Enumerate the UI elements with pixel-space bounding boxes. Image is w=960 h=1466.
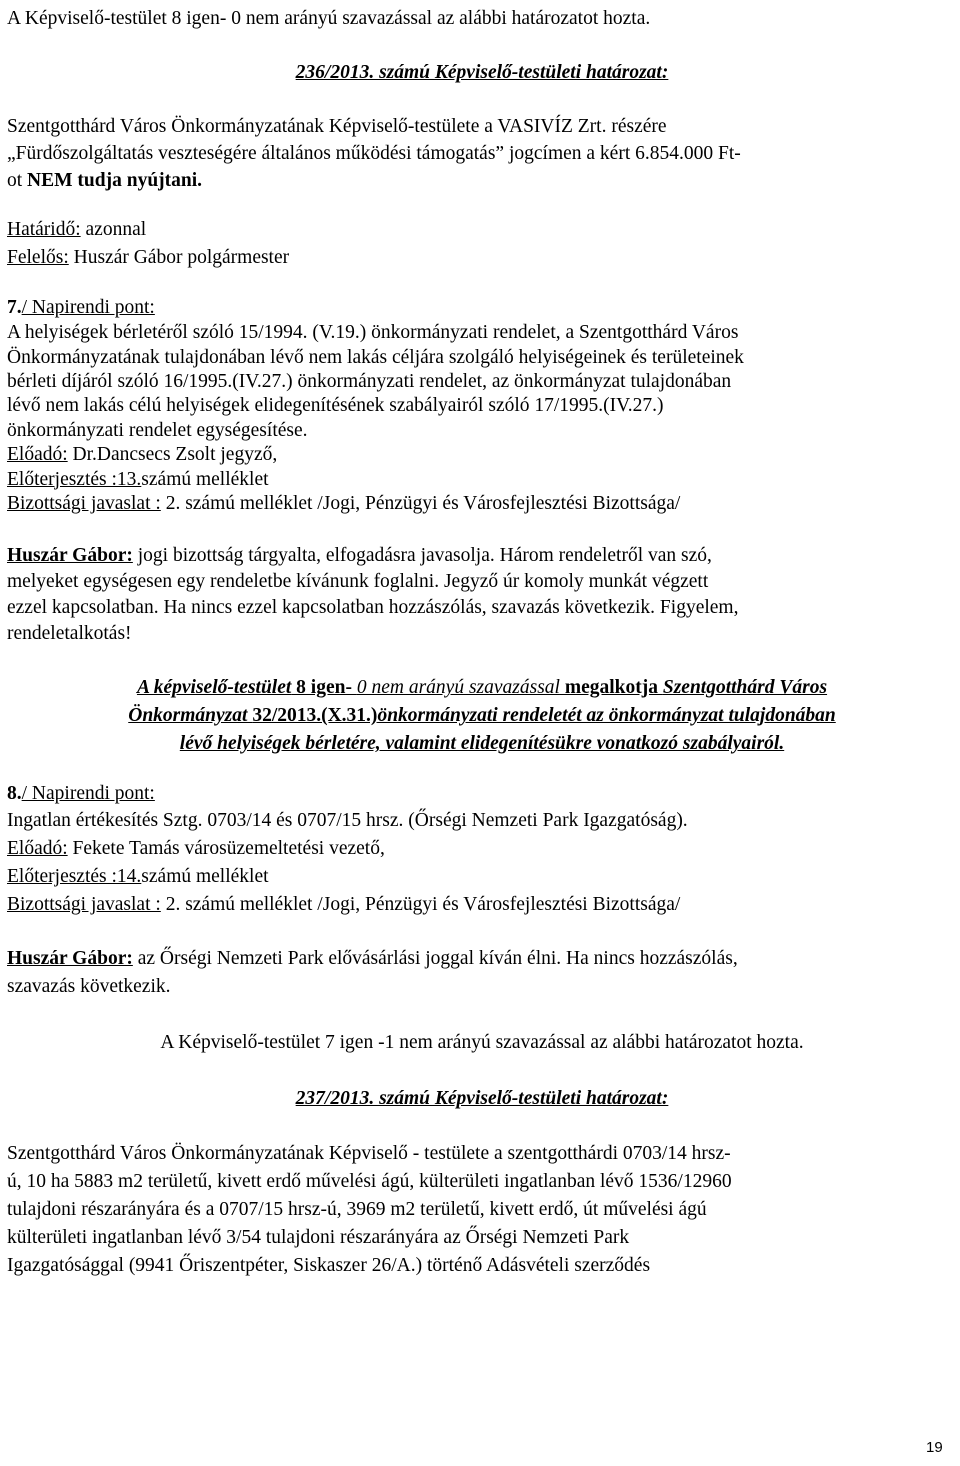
speaker-1-text: jogi bizottság tárgyalta, elfogadásra javasolja. Három rendeletről van szó, xyxy=(132,545,712,567)
speaker-2-paragraph xyxy=(7,945,957,1001)
agenda-item-8-number: 8. xyxy=(7,783,22,805)
deadline-value: azonnal xyxy=(80,219,147,241)
agenda-item-7-presenter xyxy=(7,443,957,467)
agenda-item-8-presenter xyxy=(7,835,957,863)
agenda-item-7-line: bérleti díjáról szóló 16/1995.(IV.27.) önkormányzati rendelet, az önkormányzat tulajdonában xyxy=(7,371,732,392)
deadline-label: Határidő: xyxy=(7,219,81,241)
agenda-item-7-line: Önkormányzatának tulajdonában lévő nem lakás céljára szolgáló helyiségeinek és területeinek xyxy=(7,346,744,368)
resolution-1-text: ot xyxy=(7,170,28,192)
speaker-2-name: Huszár Gábor: xyxy=(7,948,133,970)
agenda-item-7-submission xyxy=(7,468,957,492)
speaker-1-name: Huszár Gábor: xyxy=(7,545,133,567)
decree-verb: megalkotja xyxy=(559,677,663,699)
deadline-line xyxy=(7,216,957,244)
resolution-2-line: Igazgatósággal (9941 Őriszentpéter, Siskaszer 26/A.) történő Adásvételi szerződés xyxy=(7,1255,651,1277)
submission-value: számú melléklet xyxy=(141,866,269,888)
presenter-value: Dr.Dancsecs Zsolt jegyző, xyxy=(67,444,278,466)
presenter-value: Fekete Tamás városüzemeltetési vezető, xyxy=(67,838,385,860)
submission-value: számú melléklet xyxy=(141,468,269,490)
responsible-value: Huszár Gábor polgármester xyxy=(68,247,290,269)
resolution-2-heading xyxy=(7,1084,957,1114)
resolution-2-title: 237/2013. számú Képviselő-testületi határozat: xyxy=(295,1088,669,1110)
speaker-2-line: szavazás következik. xyxy=(7,976,171,998)
page-number: 19 xyxy=(926,1439,943,1456)
agenda-item-7-number: 7. xyxy=(7,297,22,319)
resolution-1-meta xyxy=(7,216,957,272)
resolution-1-line: „Fürdőszolgáltatás veszteségére általános működési támogatás” jogcímen a kért 6.854.000 Ft- xyxy=(7,143,741,165)
presenter-label: Előadó: xyxy=(7,444,68,466)
decree-yes-votes: 8 igen- xyxy=(291,677,357,699)
speaker-2-line xyxy=(7,945,957,973)
agenda-item-7-body xyxy=(7,321,957,516)
resolution-1-decision: NEM tudja nyújtani. xyxy=(27,170,203,192)
decree-title-part: önkormányzati rendeletét az önkormányzat tulajdonában xyxy=(377,705,836,727)
speaker-1-line: melyeket egységesen egy rendeletbe kívánunk foglalni. Jegyző úr komoly munkát végzett xyxy=(7,571,709,593)
responsible-label: Felelős: xyxy=(7,247,69,269)
agenda-item-8-heading xyxy=(7,780,957,807)
presenter-label: Előadó: xyxy=(7,838,68,860)
resolution-1-body xyxy=(7,113,957,194)
submission-label: Előterjesztés :13. xyxy=(7,468,142,490)
decree-town: Szentgotthárd Város xyxy=(662,677,828,699)
decree-line-3: lévő helyiségek bérletére, valamint elidegenítésükre vonatkozó szabályairól. xyxy=(179,733,785,755)
resolution-2-line: tulajdoni részarányára és a 0707/15 hrsz-ú, 3969 m2 területű, kivett erdő, út művelési ágú xyxy=(7,1199,707,1221)
agenda-item-7-label: / Napirendi pont: xyxy=(21,297,155,319)
submission-label: Előterjesztés :14. xyxy=(7,866,142,888)
agenda-item-8-label: / Napirendi pont: xyxy=(21,783,155,805)
decree-subject: A képviselő-testület xyxy=(136,677,292,699)
decree-statement xyxy=(7,674,957,758)
agenda-item-8-submission xyxy=(7,863,957,891)
speaker-1-paragraph xyxy=(7,543,957,647)
committee-value: 2. számú melléklet /Jogi, Pénzügyi és Városfejlesztési Bizottsága/ xyxy=(160,493,681,515)
committee-value: 2. számú melléklet /Jogi, Pénzügyi és Városfejlesztési Bizottsága/ xyxy=(160,894,681,916)
committee-label: Bizottsági javaslat : xyxy=(7,894,161,916)
decree-number: 32/2013.(X.31.) xyxy=(252,705,378,727)
vote-sentence-2: A Képviselő-testület 7 igen -1 nem arányú szavazással az alábbi határozatot hozta. xyxy=(160,1032,804,1054)
agenda-item-7-line: önkormányzati rendelet egységesítése. xyxy=(7,419,308,441)
agenda-item-8-line: Ingatlan értékesítés Sztg. 0703/14 és 0707/15 hrsz. (Őrségi Nemzeti Park Igazgatóság). xyxy=(7,810,688,832)
agenda-item-7-line: A helyiségek bérletéről szóló 15/1994. (V.19.) önkormányzati rendelet, a Szentgotthárd Város xyxy=(7,322,739,344)
decree-vote-ratio: 0 nem arányú szavazással xyxy=(356,677,560,699)
speaker-1-line: ezzel kapcsolatban. Ha nincs ezzel kapcsolatban hozzászólás, szavazás következik. Figyelem, xyxy=(7,597,739,619)
speaker-2-text: az Őrségi Nemzeti Park elővásárlási joggal kíván élni. Ha nincs hozzászólás, xyxy=(132,948,738,970)
resolution-1-title: 236/2013. számú Képviselő-testületi határozat: xyxy=(295,62,669,84)
resolution-2-line: ú, 10 ha 5883 m2 területű, kivett erdő művelési ágú, külterületi ingatlanban lévő 1536/12960 xyxy=(7,1171,732,1193)
resolution-1-line: Szentgotthárd Város Önkormányzatának Képviselő-testülete a VASIVÍZ Zrt. részére xyxy=(7,116,667,138)
vote-sentence-1: A Képviselő-testület 8 igen- 0 nem arányú szavazással az alábbi határozatot hozta. xyxy=(7,8,651,29)
resolution-1-heading xyxy=(7,57,957,89)
committee-label: Bizottsági javaslat : xyxy=(7,493,161,515)
resolution-1-line xyxy=(7,167,957,194)
decree-line-1 xyxy=(7,674,957,702)
agenda-item-8-committee xyxy=(7,891,957,919)
speaker-1-line: rendeletalkotás! xyxy=(7,623,132,645)
responsible-line xyxy=(7,244,957,272)
document-page xyxy=(7,6,957,1280)
agenda-item-7-heading xyxy=(7,294,957,321)
decree-town-cont: Önkormányzat xyxy=(128,705,253,727)
resolution-2-line: külterületi ingatlanban lévő 3/54 tulajdoni részarányára az Őrségi Nemzeti Park xyxy=(7,1227,630,1249)
resolution-2-line: Szentgotthárd Város Önkormányzatának Képviselő - testülete a szentgotthárdi 0703/14 hrsz- xyxy=(7,1143,731,1165)
agenda-item-8-body xyxy=(7,807,957,919)
decree-line-2 xyxy=(7,702,957,730)
agenda-item-7-committee xyxy=(7,492,957,516)
speaker-1-line xyxy=(7,543,957,569)
agenda-item-7-line: lévő nem lakás célú helyiségek elidegenítésének szabályairól szóló 17/1995.(IV.27.) xyxy=(7,395,664,417)
resolution-2-body xyxy=(7,1140,957,1280)
